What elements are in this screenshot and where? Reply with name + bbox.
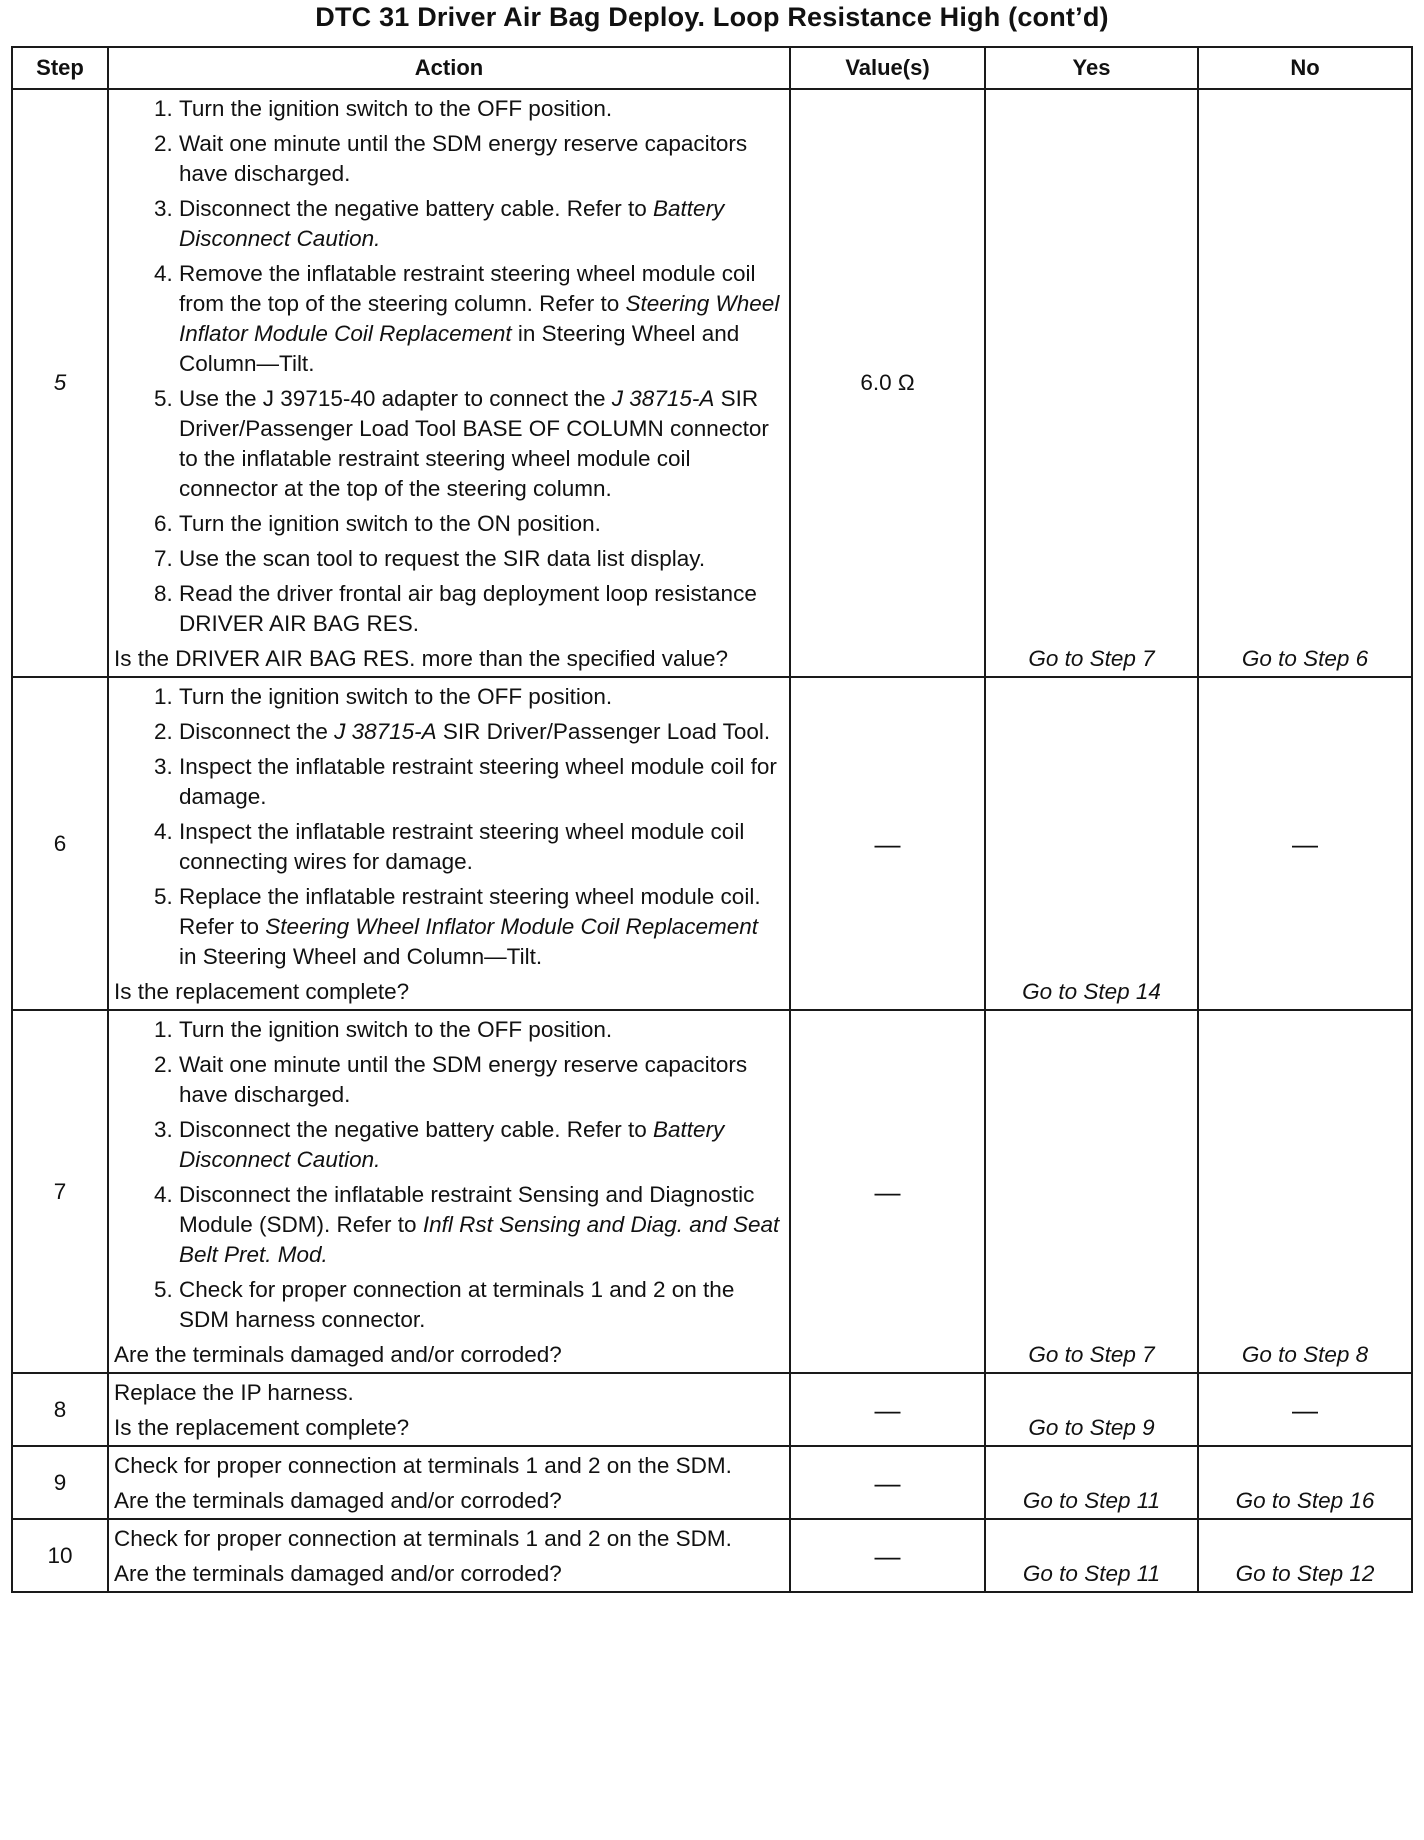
value-cell: — xyxy=(790,1446,985,1519)
action-cell xyxy=(108,1446,790,1519)
table-row xyxy=(12,1446,1412,1519)
header-value: Value(s) xyxy=(790,47,985,89)
yes-result: Go to Step 7 xyxy=(985,1010,1198,1373)
step-text: Disconnect the negative battery cable. Refer to xyxy=(179,1117,654,1142)
action-step xyxy=(179,1015,781,1045)
action-question: Are the terminals damaged and/or corroded? xyxy=(114,1561,562,1586)
value-cell: 6.0 Ω xyxy=(790,89,985,677)
no-result: Go to Step 8 xyxy=(1198,1010,1412,1373)
step-text: Wait one minute until the SDM energy reserve capacitors have discharged. xyxy=(179,1052,748,1107)
action-cell xyxy=(108,1373,790,1446)
step-text: SIR Driver/Passenger Load Tool BASE OF COLUMN connector to the inflatable restraint steering wheel module coil connector at the top of the steering column. xyxy=(179,386,769,501)
value-cell: — xyxy=(790,1519,985,1592)
page-title: DTC 31 Driver Air Bag Deploy. Loop Resistance High (cont’d) xyxy=(315,2,1109,32)
header-action: Action xyxy=(108,47,790,89)
diagnostic-table xyxy=(11,46,1413,1593)
value-cell: — xyxy=(790,677,985,1010)
action-step xyxy=(179,1275,781,1335)
table-row xyxy=(12,677,1412,1010)
step-number: 5 xyxy=(12,89,108,677)
step-text: Disconnect the xyxy=(179,719,335,744)
action-question: Are the terminals damaged and/or corroded? xyxy=(114,1342,562,1367)
step-text: Inspect the inflatable restraint steering wheel module coil connecting wires for damage. xyxy=(179,819,745,874)
action-step xyxy=(179,1050,781,1110)
step-text: Use the scan tool to request the SIR data list display. xyxy=(179,546,706,571)
table-row xyxy=(12,1519,1412,1592)
action-step xyxy=(179,259,781,379)
action-question: Is the replacement complete? xyxy=(114,1415,410,1440)
action-step xyxy=(179,129,781,189)
action-step xyxy=(179,817,781,877)
step-text: Turn the ignition switch to the OFF position. xyxy=(179,96,613,121)
step-text: Inspect the inflatable restraint steering wheel module coil for damage. xyxy=(179,754,777,809)
no-result: — xyxy=(1198,1373,1412,1446)
table-row xyxy=(12,89,1412,677)
step-text: Check for proper connection at terminals 1 and 2 on the SDM harness connector. xyxy=(179,1277,735,1332)
header-row xyxy=(12,47,1412,89)
action-step xyxy=(179,544,781,574)
action-cell xyxy=(108,89,790,677)
action-steps-list xyxy=(114,1015,781,1335)
step-text: Read the driver frontal air bag deployment loop resistance DRIVER AIR BAG RES. xyxy=(179,581,757,636)
action-steps-list xyxy=(114,94,781,639)
step-text: Disconnect the inflatable restraint Sensing and Diagnostic Module (SDM). Refer to xyxy=(179,1182,755,1237)
yes-result: Go to Step 11 xyxy=(985,1446,1198,1519)
action-step xyxy=(179,717,781,747)
yes-result: Go to Step 11 xyxy=(985,1519,1198,1592)
no-result: — xyxy=(1198,677,1412,1010)
table-row xyxy=(12,1010,1412,1373)
action-steps-list xyxy=(114,682,781,972)
table-row xyxy=(12,1373,1412,1446)
step-number: 7 xyxy=(12,1010,108,1373)
action-text: Check for proper connection at terminals 1 and 2 on the SDM. xyxy=(114,1453,732,1478)
action-question: Is the replacement complete? xyxy=(114,979,410,1004)
reference-text: Steering Wheel Inflator Module Coil Replacement xyxy=(179,291,780,346)
action-cell xyxy=(108,677,790,1010)
action-cell xyxy=(108,1519,790,1592)
reference-text: Battery Disconnect Caution. xyxy=(179,1117,725,1172)
action-text: Check for proper connection at terminals 1 and 2 on the SDM. xyxy=(114,1526,732,1551)
step-text: Remove the inflatable restraint steering wheel module coil from the top of the steering column. Refer to xyxy=(179,261,756,316)
step-text: Turn the ignition switch to the OFF position. xyxy=(179,1017,613,1042)
no-result: Go to Step 6 xyxy=(1198,89,1412,677)
reference-text: J 38715-A xyxy=(611,386,715,411)
action-step xyxy=(179,94,781,124)
action-question: Is the DRIVER AIR BAG RES. more than the specified value? xyxy=(114,646,729,671)
action-question: Are the terminals damaged and/or corroded? xyxy=(114,1488,562,1513)
no-result: Go to Step 12 xyxy=(1198,1519,1412,1592)
value-cell: — xyxy=(790,1010,985,1373)
yes-result: Go to Step 14 xyxy=(985,677,1198,1010)
step-text: Wait one minute until the SDM energy reserve capacitors have discharged. xyxy=(179,131,748,186)
header-yes: Yes xyxy=(985,47,1198,89)
step-number: 6 xyxy=(12,677,108,1010)
action-step xyxy=(179,1180,781,1270)
reference-text: Steering Wheel Inflator Module Coil Replacement xyxy=(265,914,759,939)
reference-text: J 38715-A xyxy=(334,719,437,744)
header-step: Step xyxy=(12,47,108,89)
table-body xyxy=(12,89,1412,1592)
step-text: SIR Driver/Passenger Load Tool. xyxy=(436,719,771,744)
step-number: 8 xyxy=(12,1373,108,1446)
step-text: Replace the inflatable restraint steering wheel module coil. Refer to xyxy=(179,884,761,939)
step-text: Use the J 39715-40 adapter to connect the xyxy=(179,386,612,411)
step-text: in Steering Wheel and Column—Tilt. xyxy=(179,944,543,969)
step-number: 10 xyxy=(12,1519,108,1592)
yes-result: Go to Step 9 xyxy=(985,1373,1198,1446)
action-step xyxy=(179,194,781,254)
value-cell: — xyxy=(790,1373,985,1446)
yes-result: Go to Step 7 xyxy=(985,89,1198,677)
step-text: Turn the ignition switch to the ON position. xyxy=(179,511,601,536)
reference-text: Infl Rst Sensing and Diag. and Seat Belt Pret. Mod. xyxy=(179,1212,780,1267)
action-step xyxy=(179,384,781,504)
reference-text: Battery Disconnect Caution. xyxy=(179,196,725,251)
step-text: Disconnect the negative battery cable. Refer to xyxy=(179,196,654,221)
step-text: Turn the ignition switch to the OFF position. xyxy=(179,684,613,709)
action-step xyxy=(179,509,781,539)
action-step xyxy=(179,579,781,639)
action-step xyxy=(179,1115,781,1175)
action-step xyxy=(179,752,781,812)
no-result: Go to Step 16 xyxy=(1198,1446,1412,1519)
action-step xyxy=(179,682,781,712)
header-no: No xyxy=(1198,47,1412,89)
action-step xyxy=(179,882,781,972)
step-text: in Steering Wheel and Column—Tilt. xyxy=(179,321,740,376)
action-text: Replace the IP harness. xyxy=(114,1380,354,1405)
action-cell xyxy=(108,1010,790,1373)
step-number: 9 xyxy=(12,1446,108,1519)
